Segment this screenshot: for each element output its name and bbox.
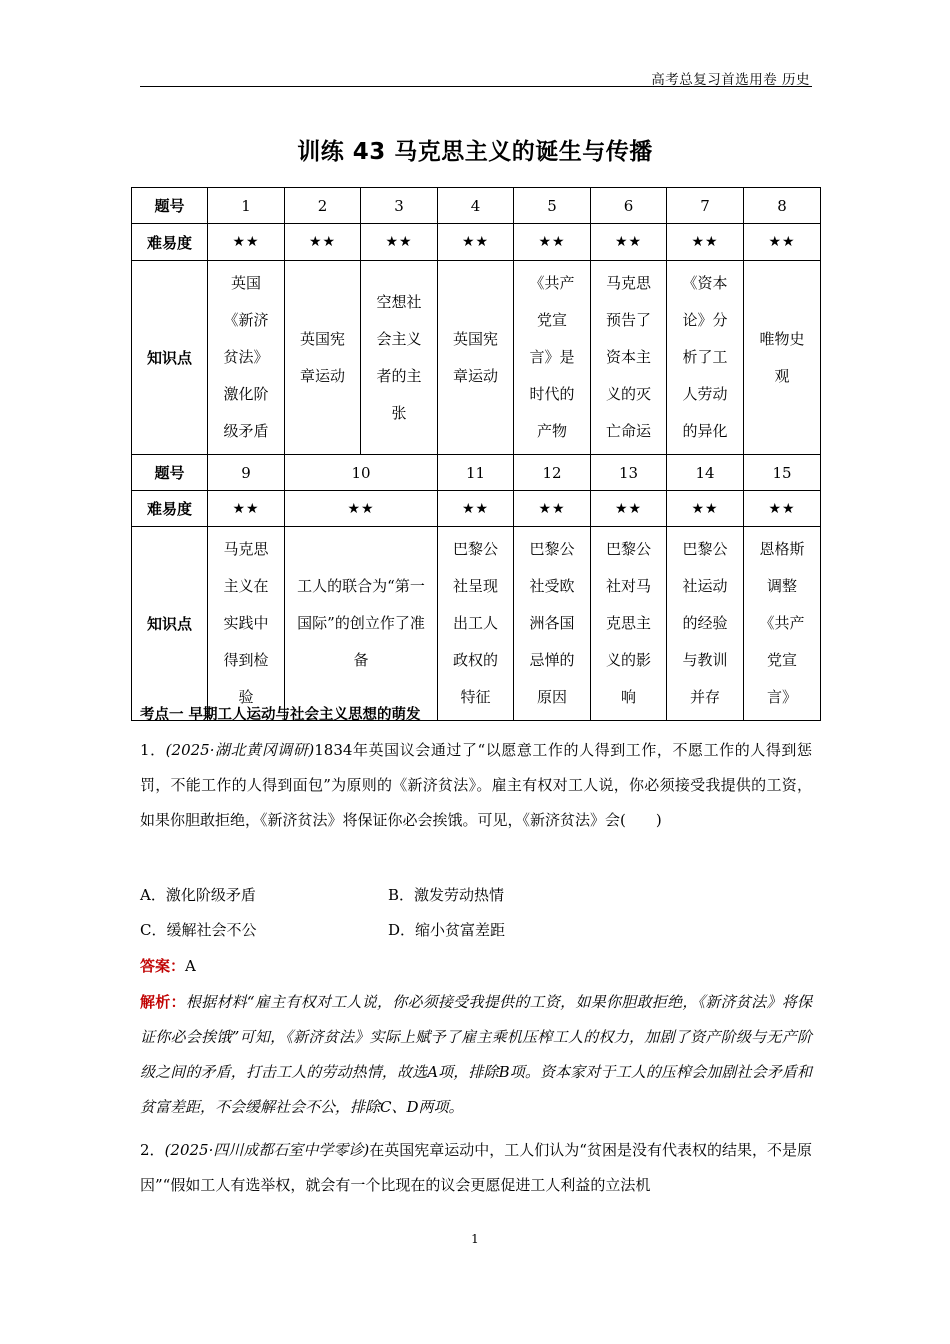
cell-num: 15 — [744, 455, 821, 491]
cell-num: 1 — [208, 188, 285, 224]
table-row-num-2 — [132, 455, 821, 491]
page-title: 训练 43 马克思主义的诞生与传播 — [297, 139, 653, 165]
difficulty-stars: ★★ — [591, 491, 667, 527]
table-row-num-1 — [132, 188, 821, 224]
label-difficulty: 难易度 — [132, 491, 208, 527]
cell-knowledge-point: 英国 《新济 贫法》 激化阶 级矛盾 — [208, 261, 285, 455]
cell-num: 5 — [514, 188, 591, 224]
label-num: 题号 — [132, 455, 208, 491]
difficulty-stars: ★★ — [361, 224, 438, 261]
option-b: B．激发劳动热情 — [388, 886, 505, 904]
question-stem: 在英国宪章运动中，工人们认为“贫困是没有代表权的结果，不是原因”“假如工人有选举权，就会有一个比现在的议会更愿促进工人利益的立法机 — [140, 1141, 813, 1194]
difficulty-stars: ★★ — [285, 224, 361, 261]
question-number: 2． — [140, 1141, 165, 1159]
cell-knowledge-point: 巴黎公 社对马 克思主 义的影 响 — [591, 527, 667, 721]
difficulty-stars: ★★ — [514, 224, 591, 261]
label-num: 题号 — [132, 188, 208, 224]
cell-num: 14 — [667, 455, 744, 491]
difficulty-stars: ★★ — [208, 491, 285, 527]
cell-num: 12 — [514, 455, 591, 491]
cell-knowledge-point: 《共产 党宣 言》是 时代的 产物 — [514, 261, 591, 455]
cell-knowledge-point: 马克思 预告了 资本主 义的灭 亡命运 — [591, 261, 667, 455]
header-divider — [140, 86, 812, 87]
option-c: C．缓解社会不公 — [140, 921, 257, 939]
cell-num: 9 — [208, 455, 285, 491]
option-row — [140, 884, 636, 905]
label-difficulty: 难易度 — [132, 224, 208, 261]
analysis-label: 解析： — [140, 993, 186, 1011]
cell-knowledge-point: 巴黎公 社呈现 出工人 政权的 特征 — [438, 527, 514, 721]
option-d: D．缩小贫富差距 — [388, 921, 506, 939]
difficulty-stars: ★★ — [514, 491, 591, 527]
cell-num: 11 — [438, 455, 514, 491]
cell-knowledge-point: 英国宪 章运动 — [285, 261, 361, 455]
difficulty-stars: ★★ — [285, 491, 438, 527]
cell-knowledge-point: 英国宪 章运动 — [438, 261, 514, 455]
table-row-diff-2 — [132, 491, 821, 527]
cell-num: 7 — [667, 188, 744, 224]
difficulty-stars: ★★ — [438, 224, 514, 261]
page-number: 1 — [471, 1232, 479, 1246]
difficulty-stars: ★★ — [438, 491, 514, 527]
cell-num: 3 — [361, 188, 438, 224]
cell-knowledge-point: 马克思 主义在 实践中 得到检 验 — [208, 527, 285, 721]
question-source: (2025·湖北黄冈调研) — [165, 741, 315, 759]
difficulty-stars: ★★ — [591, 224, 667, 261]
question-1 — [140, 733, 812, 838]
option-row — [140, 919, 636, 940]
cell-knowledge-point: 《资本 论》分 析了工 人劳动 的异化 — [667, 261, 744, 455]
difficulty-stars: ★★ — [744, 224, 821, 261]
answer-value: A — [185, 957, 196, 975]
cell-num: 2 — [285, 188, 361, 224]
label-knowledge-point: 知识点 — [132, 261, 208, 455]
cell-knowledge-point: 巴黎公 社受欧 洲各国 忌惮的 原因 — [514, 527, 591, 721]
question-source: (2025·四川成都石室中学零诊) — [164, 1141, 370, 1159]
section-heading: 考点一 早期工人运动与社会主义思想的萌发 — [140, 707, 421, 723]
cell-num: 4 — [438, 188, 514, 224]
cell-knowledge-point: 工人的联合为“第一国际”的创立作了准备 — [285, 527, 438, 721]
difficulty-stars: ★★ — [208, 224, 285, 261]
label-knowledge-point: 知识点 — [132, 527, 208, 721]
cell-knowledge-point: 恩格斯 调整 《共产 党宣 言》 — [744, 527, 821, 721]
table-row-kp-1 — [132, 261, 821, 455]
knowledge-table — [131, 187, 821, 721]
question-2 — [140, 1133, 812, 1203]
difficulty-stars: ★★ — [667, 224, 744, 261]
cell-num: 13 — [591, 455, 667, 491]
question-stem: 1834年英国议会通过了“以愿意工作的人得到工作，不愿工作的人得到惩罚，不能工作的人得到面包”为原则的《新济贫法》。雇主有权对工人说，你必须接受我提供的工资，如果你胆敢拒绝，《新济贫法》将保证你必会挨饿。可见，《新济贫法》会( ) — [140, 741, 812, 829]
option-a: A．激化阶级矛盾 — [140, 886, 256, 904]
question-number: 1． — [140, 741, 166, 759]
answer-label: 答案： — [140, 957, 186, 975]
cell-knowledge-point: 唯物史 观 — [744, 261, 821, 455]
cell-knowledge-point: 空想社 会主义 者的主 张 — [361, 261, 438, 455]
answer-line — [140, 955, 196, 976]
difficulty-stars: ★★ — [744, 491, 821, 527]
cell-num: 8 — [744, 188, 821, 224]
running-header: 高考总复习首选用卷 历史 — [651, 72, 810, 88]
cell-num: 6 — [591, 188, 667, 224]
cell-knowledge-point: 巴黎公 社运动 的经验 与教训 并存 — [667, 527, 744, 721]
difficulty-stars: ★★ — [667, 491, 744, 527]
analysis — [140, 985, 812, 1125]
cell-num: 10 — [285, 455, 438, 491]
analysis-text: 根据材料“雇主有权对工人说，你必须接受我提供的工资，如果你胆敢拒绝，《新济贫法》将保证你必会挨饿”可知，《新济贫法》实际上赋予了雇主乘机压榨工人的权力，加剧了资产阶级与无产阶级之间的矛盾，打击工人的劳动热情，故选A项，排除B项。资本家对于工人的压榨会加剧社会矛盾和贫富差距，不会缓解社会不公，排除C、D两项。 — [140, 993, 812, 1116]
table-row-diff-1 — [132, 224, 821, 261]
table-row-kp-2 — [132, 527, 821, 721]
